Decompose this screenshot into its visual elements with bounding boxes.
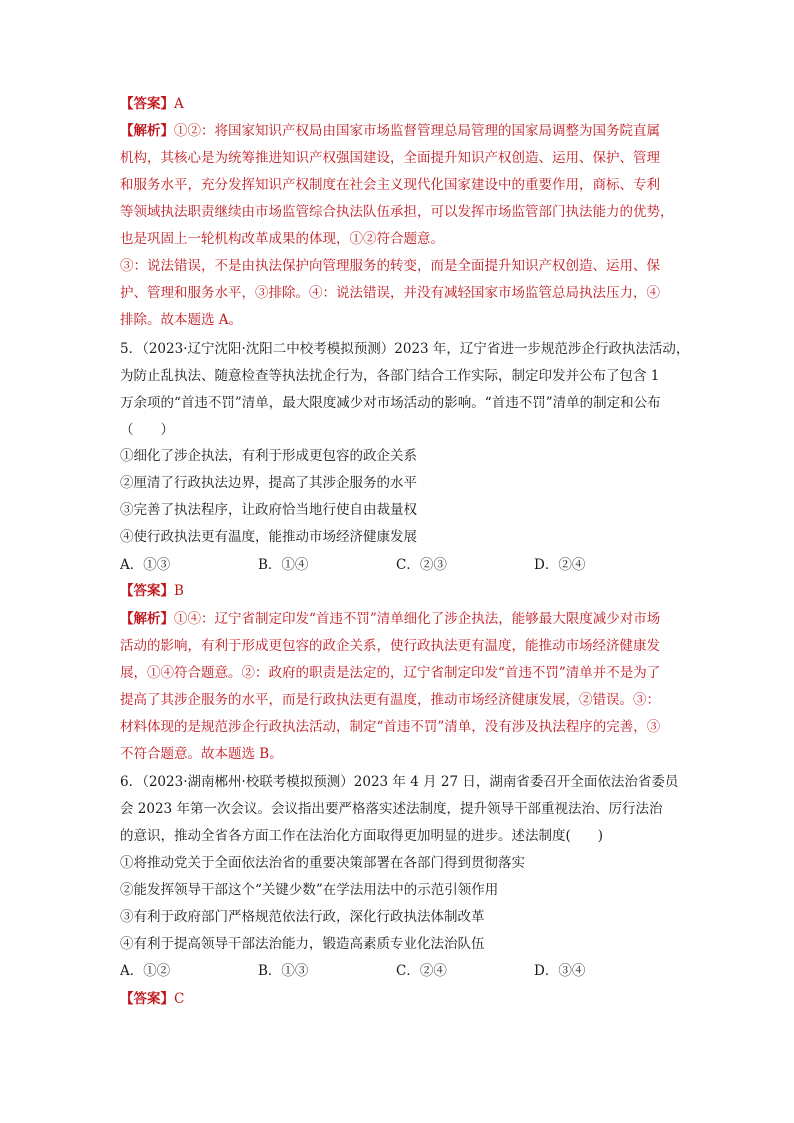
q4-answer [120, 95, 184, 113]
analysis-tag: 【解析】 [120, 123, 174, 139]
q6-statement: ②能发挥领导干部这个“关键少数”在学法用法中的示范引领作用 [120, 882, 499, 898]
q4-analysis-line: 【解析】①②：将国家知识产权局由国家市场监督管理总局管理的国家局调整为国务院直属 [120, 123, 660, 139]
answer-value: B [174, 583, 184, 599]
q5-stem-line: 5．（2023·辽宁沈阳·沈阳二中校考模拟预测）2023 年，辽宁省进一步规范涉企行政执法活动， [120, 341, 690, 357]
answer-value: A [174, 96, 184, 112]
q5-analysis-line: 活动的影响，有利于形成更包容的政企关系，使行政执法更有温度，能推动市场经济健康发 [120, 638, 660, 654]
q5-option-c: C．②③ [396, 557, 447, 573]
q6-option-b: B．①③ [258, 963, 309, 979]
answer-tag: 【答案】 [120, 991, 174, 1007]
q5-analysis-line: 提高了其涉企服务的水平，而是行政执法更有温度，推动市场经济健康发展，②错误。③： [120, 692, 660, 708]
q5-stem-line: 为防止乱执法、随意检查等执法扰企行为，各部门结合工作实际，制定印发并公布了包含 1 [120, 368, 660, 384]
q6-statement: ①将推动党关于全面依法治省的重要决策部署在各部门得到贯彻落实 [120, 855, 525, 871]
q4-analysis-line: 排除。故本题选 A。 [120, 312, 243, 328]
q6-answer [120, 990, 184, 1008]
q6-statement: ③有利于政府部门严格规范依法行政，深化行政执法体制改革 [120, 909, 485, 925]
q4-analysis-line: ③：说法错误，不是由执法保护向管理服务的转变，而是全面提升知识产权创造、运用、保 [120, 258, 660, 274]
q6-option-d: D．③④ [534, 963, 586, 979]
q4-analysis-line: 等领域执法职责继续由市场监管综合执法队伍承担，可以发挥市场监管部门执法能力的优势， [120, 204, 674, 220]
answer-value: C [174, 991, 185, 1007]
q6-option-c: C．②④ [396, 963, 447, 979]
q4-analysis-line: 也是巩固上一轮机构改革成果的体现，①②符合题意。 [120, 231, 444, 247]
q5-analysis-line: 【解析】①④：辽宁省制定印发“首违不罚”清单细化了涉企执法，能够最大限度减少对市场 [120, 611, 661, 627]
q5-option-d: D．②④ [534, 557, 586, 573]
q4-analysis-line: 机构，其核心是为统筹推进知识产权强国建设，全面提升知识产权创造、运用、保护、管理 [120, 150, 660, 166]
q5-analysis-line: 材料体现的是规范涉企行政执法活动，制定“首违不罚”清单，没有涉及执法程序的完善，③ [120, 719, 661, 735]
q5-stem-line: （ ） [120, 422, 174, 438]
q5-statement: ④使行政执法更有温度，能推动市场经济健康发展 [120, 529, 417, 545]
q6-option-a: A．①② [120, 963, 171, 979]
q6-stem-line: 的意识，推动全省各方面工作在法治化方面取得更加明显的进步。述法制度( ) [120, 828, 604, 844]
q6-statement: ④有利于提高领导干部法治能力，锻造高素质专业化法治队伍 [120, 936, 485, 952]
answer-tag: 【答案】 [120, 96, 174, 112]
analysis-tag: 【解析】 [120, 611, 174, 627]
q4-analysis-line: 和服务水平，充分发挥知识产权制度在社会主义现代化国家建设中的重要作用，商标、专利 [120, 177, 660, 193]
q5-option-b: B．①④ [258, 557, 309, 573]
q4-analysis-line: 护、管理和服务水平，③排除。④：说法错误，并没有减轻国家市场监管总局执法压力，④ [120, 285, 660, 301]
answer-tag: 【答案】 [120, 583, 174, 599]
q5-stem-line: 万余项的“首违不罚”清单，最大限度减少对市场活动的影响。“首违不罚”清单的制定和公布 [120, 395, 661, 411]
q5-analysis-line: 展，①④符合题意。②：政府的职责是法定的，辽宁省制定印发“首违不罚”清单并不是为了 [120, 665, 661, 681]
q5-option-a: A．①③ [120, 557, 171, 573]
q6-stem-line: 6．（2023·湖南郴州·校联考模拟预测）2023 年 4 月 27 日，湖南省委召开全面依法治省委员 [120, 774, 679, 790]
q5-analysis-line: 不符合题意。故本题选 B。 [120, 746, 283, 762]
q5-statement: ②厘清了行政执法边界，提高了其涉企服务的水平 [120, 475, 417, 491]
q5-answer [120, 582, 184, 600]
q5-statement: ①细化了涉企执法，有利于形成更包容的政企关系 [120, 448, 417, 464]
q5-statement: ③完善了执法程序，让政府恰当地行使自由裁量权 [120, 502, 417, 518]
q6-stem-line: 会 2023 年第一次会议。会议指出要严格落实述法制度，提升领导干部重视法治、厉行法治 [120, 801, 663, 817]
